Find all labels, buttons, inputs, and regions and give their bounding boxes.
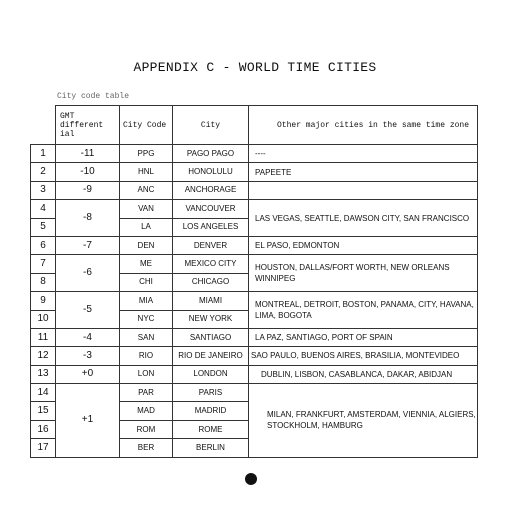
city-code: NYC (120, 310, 173, 328)
table-row (31, 181, 478, 199)
row-number: 11 (31, 328, 56, 346)
city-code: MIA (120, 292, 173, 310)
city-code: ANC (120, 181, 173, 199)
other-cities: PAPEETE (249, 163, 478, 181)
header-row (31, 106, 478, 145)
gmt-offset: +1 (56, 384, 120, 458)
city-name: ANCHORAGE (173, 181, 249, 199)
table-row (31, 328, 478, 346)
page-bullet-dot (245, 473, 257, 485)
row-number: 3 (31, 181, 56, 199)
table-row (31, 163, 478, 181)
table-row (31, 365, 478, 383)
gmt-offset: -3 (56, 347, 120, 365)
other-cities: LA PAZ, SANTIAGO, PORT OF SPAIN (249, 328, 478, 346)
table-row (31, 255, 478, 273)
city-name: VANCOUVER (173, 200, 249, 218)
row-number: 4 (31, 200, 56, 218)
row-number: 10 (31, 310, 56, 328)
row-number: 1 (31, 145, 56, 163)
table-row (31, 347, 478, 365)
gmt-offset: -8 (56, 200, 120, 237)
city-name: BERLIN (173, 439, 249, 457)
other-cities (249, 181, 478, 199)
city-name: LOS ANGELES (173, 218, 249, 236)
city-name: RIO DE JANEIRO (173, 347, 249, 365)
other-cities: DUBLIN, LISBON, CASABLANCA, DAKAR, ABIDJAN (249, 365, 478, 383)
row-number: 5 (31, 218, 56, 236)
city-code: DEN (120, 236, 173, 254)
city-name: PAGO PAGO (173, 145, 249, 163)
city-name: MIAMI (173, 292, 249, 310)
row-number: 15 (31, 402, 56, 420)
table-row (31, 236, 478, 254)
city-name: MEXICO CITY (173, 255, 249, 273)
table-row (31, 200, 478, 218)
city-code: BER (120, 439, 173, 457)
city-code: PAR (120, 384, 173, 402)
city-name: CHICAGO (173, 273, 249, 291)
other-cities: LAS VEGAS, SEATTLE, DAWSON CITY, SAN FRANCISCO (249, 200, 478, 237)
city-code: ME (120, 255, 173, 273)
header-city-code: City Code (120, 106, 173, 145)
row-number: 16 (31, 420, 56, 438)
gmt-offset: -5 (56, 292, 120, 329)
other-cities: EL PASO, EDMONTON (249, 236, 478, 254)
city-name: SANTIAGO (173, 328, 249, 346)
city-code: SAN (120, 328, 173, 346)
row-number: 8 (31, 273, 56, 291)
city-code: PPG (120, 145, 173, 163)
city-name: MADRID (173, 402, 249, 420)
other-cities: MONTREAL, DETROIT, BOSTON, PANAMA, CITY, HAVANA, LIMA, BOGOTA (249, 292, 478, 329)
city-name: DENVER (173, 236, 249, 254)
gmt-offset: -6 (56, 255, 120, 292)
city-code: ROM (120, 420, 173, 438)
gmt-offset: -4 (56, 328, 120, 346)
appendix-title: APPENDIX C - WORLD TIME CITIES (133, 60, 377, 75)
gmt-offset: -11 (56, 145, 120, 163)
city-name: NEW YORK (173, 310, 249, 328)
gmt-offset: -7 (56, 236, 120, 254)
city-code-table (30, 105, 478, 458)
other-cities: SAO PAULO, BUENOS AIRES, BRASILIA, MONTEVIDEO (249, 347, 478, 365)
city-code: MAD (120, 402, 173, 420)
city-code: CHI (120, 273, 173, 291)
gmt-offset: -10 (56, 163, 120, 181)
table-caption: City code table (57, 92, 130, 101)
gmt-offset: +0 (56, 365, 120, 383)
other-cities: MILAN, FRANKFURT, AMSTERDAM, VIENNIA, ALGIERS, STOCKHOLM, HAMBURG (249, 384, 478, 458)
row-number: 9 (31, 292, 56, 310)
city-code: LON (120, 365, 173, 383)
city-name: PARIS (173, 384, 249, 402)
city-name: ROME (173, 420, 249, 438)
header-city: City (173, 106, 249, 145)
table-row (31, 292, 478, 310)
row-number: 12 (31, 347, 56, 365)
table-row (31, 384, 478, 402)
row-number: 13 (31, 365, 56, 383)
row-number: 14 (31, 384, 56, 402)
row-number: 7 (31, 255, 56, 273)
table-row (31, 145, 478, 163)
header-number (31, 106, 56, 145)
city-code: LA (120, 218, 173, 236)
city-name: LONDON (173, 365, 249, 383)
other-cities: HOUSTON, DALLAS/FORT WORTH, NEW ORLEANS WINNIPEG (249, 255, 478, 292)
other-cities: ---- (249, 145, 478, 163)
city-name: HONOLULU (173, 163, 249, 181)
header-other-cities: Other major cities in the same time zone (249, 106, 478, 145)
row-number: 2 (31, 163, 56, 181)
city-code: HNL (120, 163, 173, 181)
gmt-offset: -9 (56, 181, 120, 199)
city-code: VAN (120, 200, 173, 218)
row-number: 6 (31, 236, 56, 254)
row-number: 17 (31, 439, 56, 457)
header-gmt: GMT different ial (56, 106, 120, 145)
city-code: RIO (120, 347, 173, 365)
